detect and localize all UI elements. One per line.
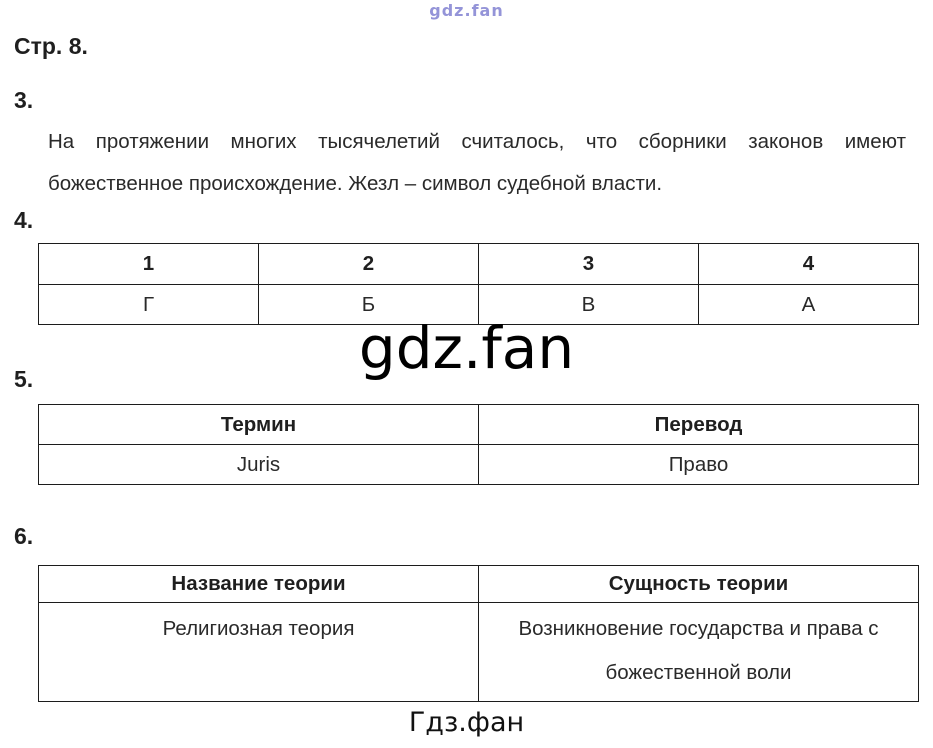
table-row xyxy=(39,445,919,485)
top-watermark: gdz.fan xyxy=(429,1,504,20)
column-header: 3 xyxy=(479,244,699,285)
table-cell: Juris xyxy=(39,445,479,485)
table-cell: Религиозная теория xyxy=(39,603,479,702)
column-header: 1 xyxy=(39,244,259,285)
table-cell: В xyxy=(479,285,699,325)
theory-table xyxy=(38,565,919,702)
paragraph-line: божественное происхождение. Жезл – символ судебной власти. xyxy=(48,172,663,195)
column-header: 2 xyxy=(259,244,479,285)
table-cell: Б xyxy=(259,285,479,325)
center-watermark: gdz.fan xyxy=(358,314,575,382)
table-header-row xyxy=(39,405,919,445)
table-cell: Возникновение государства и права с божественной воли xyxy=(479,603,919,702)
section-3-number: 3. xyxy=(14,87,34,113)
table-header-row xyxy=(39,566,919,603)
column-header: Термин xyxy=(39,405,479,445)
answers-table xyxy=(38,243,919,325)
table-cell: А xyxy=(699,285,919,325)
column-header: 4 xyxy=(699,244,919,285)
section-3-paragraph xyxy=(48,121,906,205)
table-row xyxy=(39,603,919,702)
table-header-row xyxy=(39,244,919,285)
section-6-number: 6. xyxy=(14,523,34,549)
section-5-number: 5. xyxy=(14,366,34,392)
column-header: Сущность теории xyxy=(479,566,919,603)
column-header: Перевод xyxy=(479,405,919,445)
column-header: Название теории xyxy=(39,566,479,603)
section-4-number: 4. xyxy=(14,207,34,233)
page-title: Стр. 8. xyxy=(14,33,88,59)
footer-watermark: Гдз.фан xyxy=(408,707,525,738)
table-cell: Г xyxy=(39,285,259,325)
table-cell: Право xyxy=(479,445,919,485)
term-translation-table xyxy=(38,404,919,485)
paragraph-line: На протяжении многих тысячелетий считалось, что сборники законов имеют xyxy=(48,130,906,153)
